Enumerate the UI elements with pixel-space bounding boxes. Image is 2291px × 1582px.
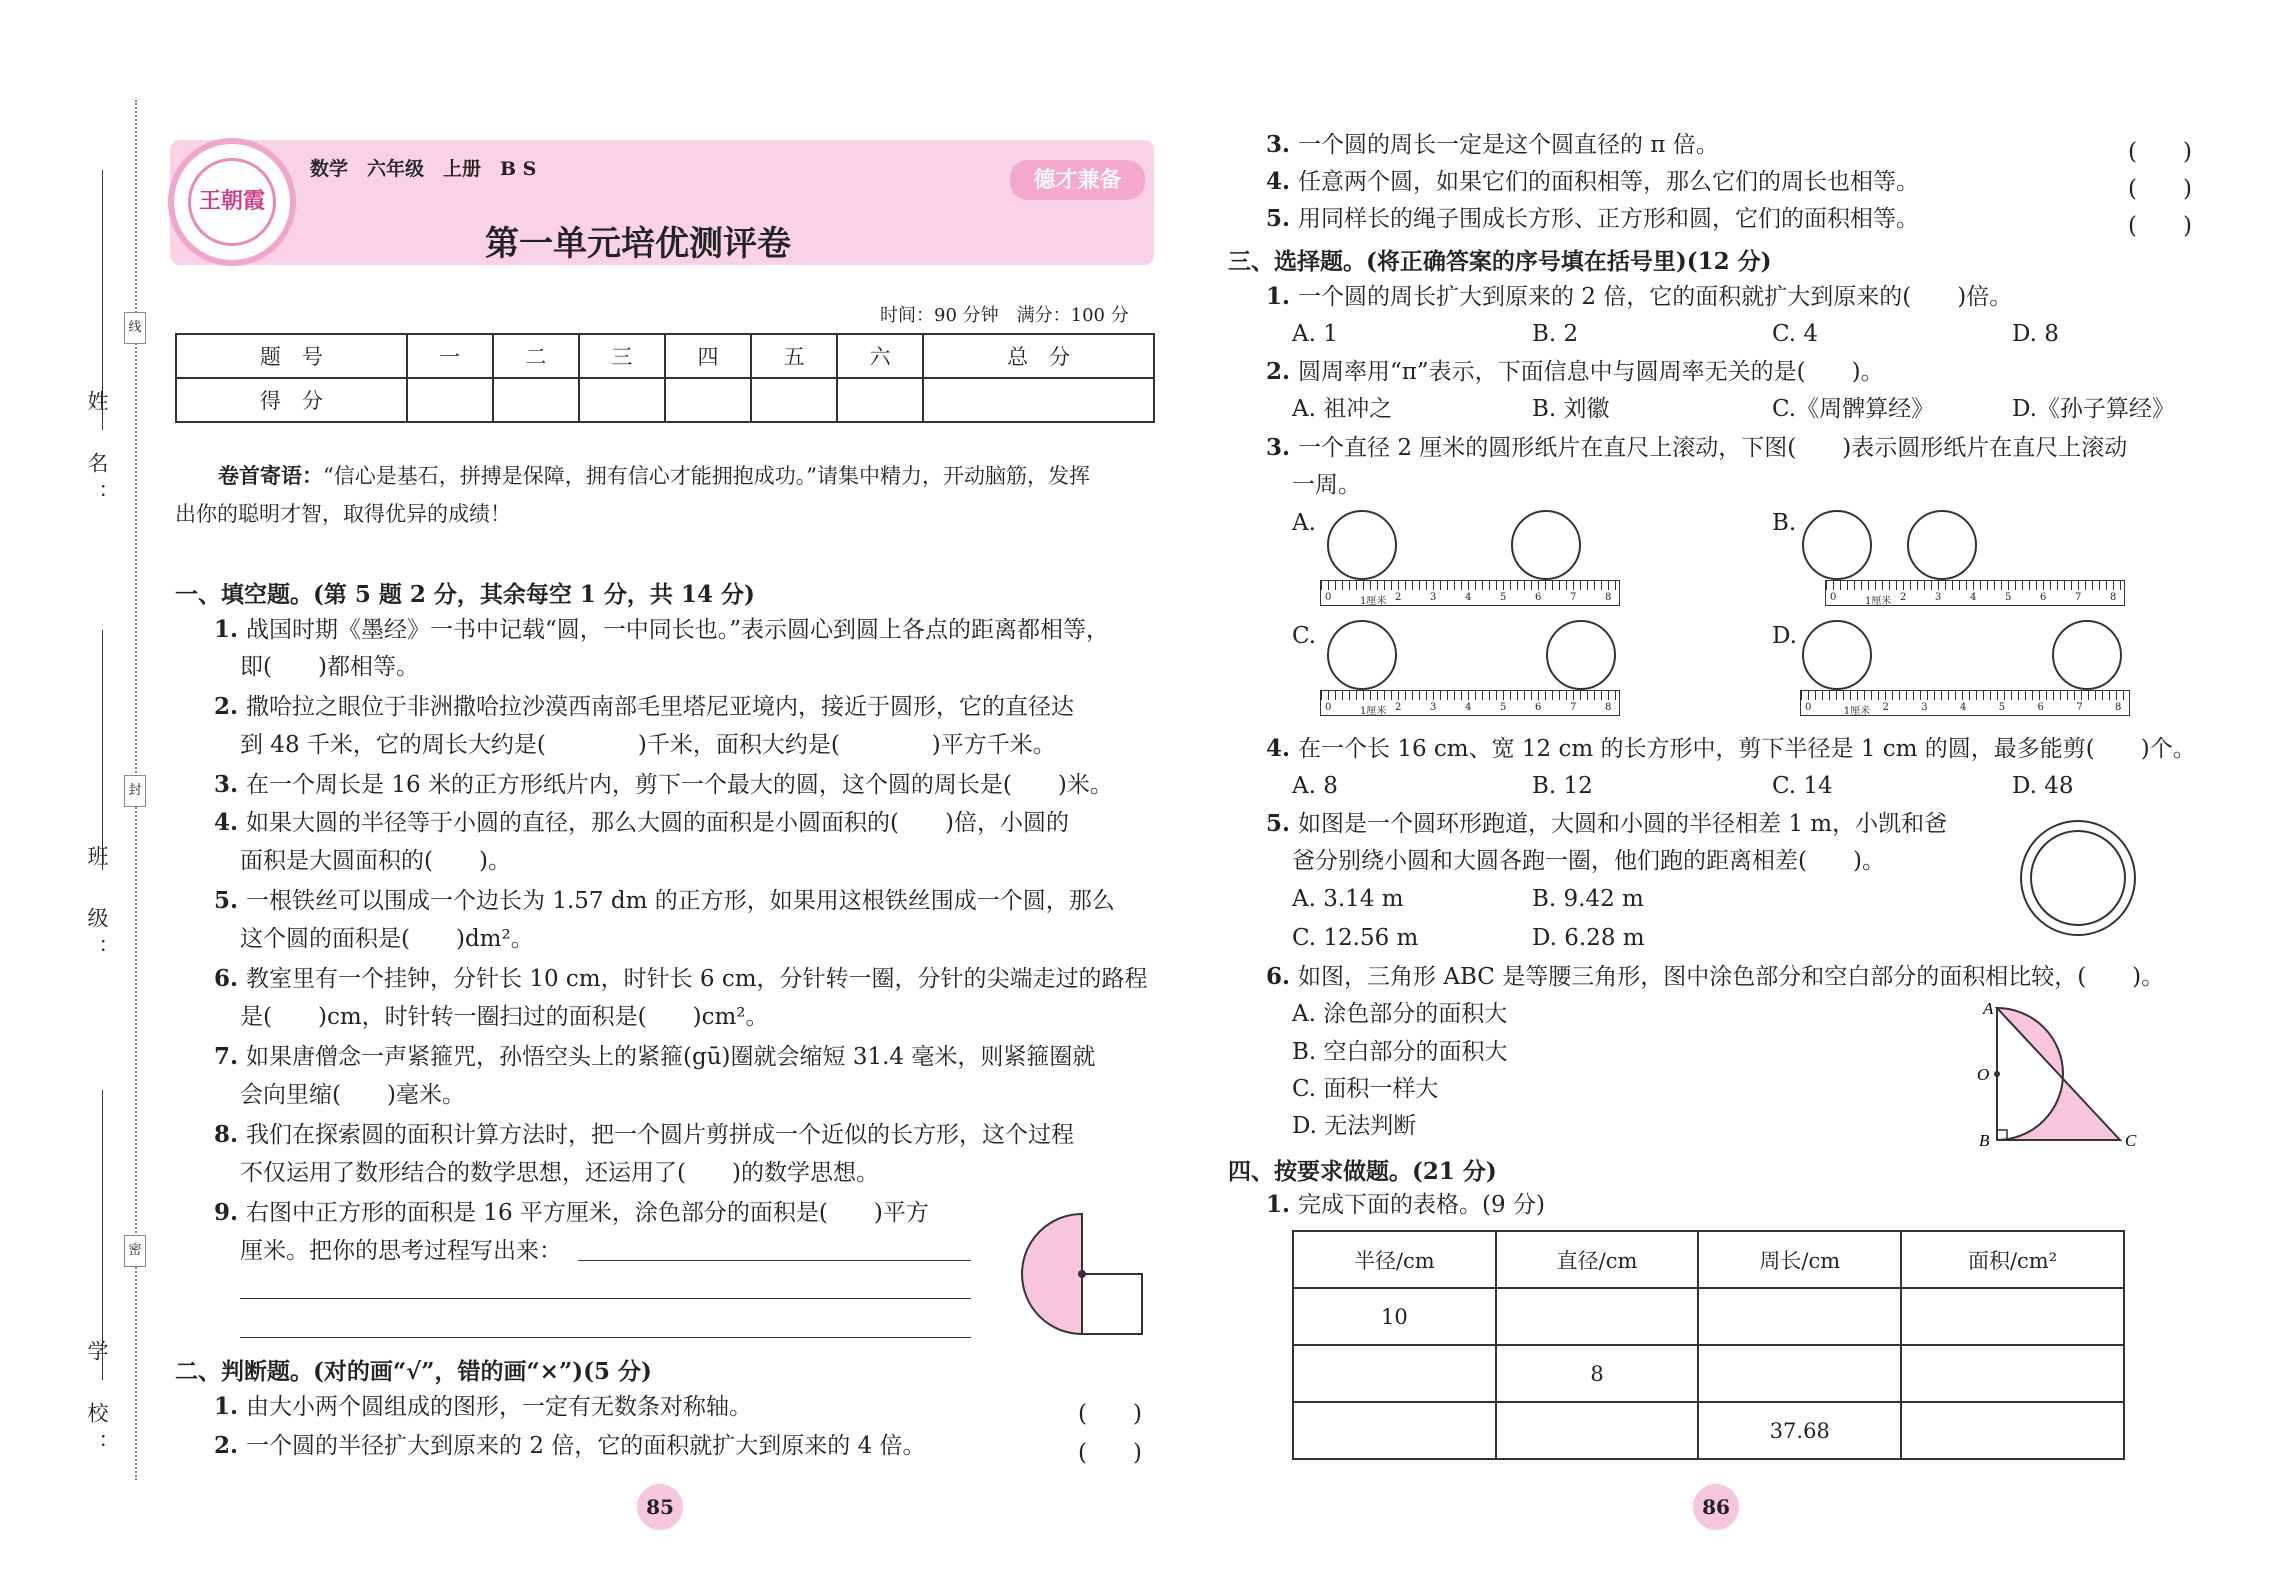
page-title: 第一单元培优测评卷 bbox=[485, 224, 791, 264]
ruler-tick-label: 7 bbox=[1570, 592, 1577, 603]
ruler bbox=[1800, 690, 2130, 716]
q3-3a: 一个直径 2 厘米的圆形纸片在直尺上滚动，下图( )表示圆形纸片在直尺上滚动 bbox=[1298, 435, 2128, 461]
table-cell[interactable] bbox=[1496, 1288, 1699, 1345]
section3-title: 三、选择题。(将正确答案的序号填在括号里)(12 分) bbox=[1228, 248, 1772, 275]
ruler-tick-label: 2 bbox=[1882, 702, 1889, 713]
q1-3: 在一个周长是 16 米的正方形纸片内，剪下一个最大的圆，这个圆的周长是( )米。 bbox=[246, 772, 1113, 798]
score-cell[interactable] bbox=[665, 378, 751, 422]
q1-6b: 是( )cm，时针转一圈扫过的面积是( )cm²。 bbox=[240, 1004, 769, 1030]
label-o: O bbox=[1977, 1065, 1990, 1084]
table-cell[interactable] bbox=[1698, 1288, 1901, 1345]
table-cell: 8 bbox=[1496, 1345, 1699, 1402]
score-header-cell: 六 bbox=[837, 334, 923, 378]
q3-5-opt: A. 3.14 m bbox=[1292, 886, 1404, 912]
q3-3b: 一周。 bbox=[1292, 472, 1361, 498]
q2-4: 任意两个圆，如果它们的面积相等，那么它们的周长也相等。 bbox=[1298, 169, 1920, 195]
name-label: 姓 名： bbox=[85, 390, 109, 514]
circle-start bbox=[1802, 620, 1872, 690]
circle-end bbox=[1511, 510, 1581, 580]
intro-text: “信心是基石，拼搏是保障，拥有信心才能拥抱成功。”请集中精力，开动脑筋，发挥 bbox=[323, 464, 1090, 488]
ruler-tick-label: 7 bbox=[2076, 702, 2083, 713]
page-number-right: 86 bbox=[1693, 1484, 1739, 1530]
q3-4-opt: D. 48 bbox=[2012, 773, 2074, 799]
ruler-tick-label: 6 bbox=[2040, 592, 2047, 603]
score-header-cell: 四 bbox=[665, 334, 751, 378]
table-cell[interactable] bbox=[1901, 1288, 2124, 1345]
time-info: 时间：90 分钟 满分：100 分 bbox=[880, 305, 1129, 326]
answer-paren[interactable]: ( ) bbox=[1078, 1401, 1142, 1427]
q1-2b: 到 48 千米，它的周长大约是( )千米，面积大约是( )平方千米。 bbox=[240, 732, 1056, 758]
answer-line[interactable] bbox=[240, 1337, 971, 1338]
ruler-tick-label: 1厘米 bbox=[1843, 706, 1871, 717]
q3-5-opt: B. 9.42 m bbox=[1532, 886, 1644, 912]
table-cell[interactable] bbox=[1496, 1402, 1699, 1459]
ruler-tick-label: 6 bbox=[2037, 702, 2044, 713]
intro-line1 bbox=[218, 465, 1090, 487]
ruler-tick-label: 3 bbox=[1935, 592, 1942, 603]
ruler-tick-label: 3 bbox=[1430, 702, 1437, 713]
circle-end bbox=[1907, 510, 1977, 580]
ruler-tick-label: 8 bbox=[1605, 702, 1612, 713]
ruler-tick-label: 1厘米 bbox=[1865, 596, 1892, 607]
answer-paren[interactable]: ( ) bbox=[2128, 139, 2192, 165]
q3-5-opt: D. 6.28 m bbox=[1532, 925, 1645, 951]
q2-2: 一个圆的半径扩大到原来的 2 倍，它的面积就扩大到原来的 4 倍。 bbox=[246, 1433, 926, 1459]
score-cell[interactable] bbox=[751, 378, 837, 422]
answer-paren[interactable]: ( ) bbox=[2128, 213, 2192, 239]
col-header: 半径/cm bbox=[1293, 1231, 1496, 1288]
q2-3: 一个圆的周长一定是这个圆直径的 π 倍。 bbox=[1298, 132, 1719, 158]
q3-4-opt: B. 12 bbox=[1532, 773, 1593, 799]
score-cell[interactable] bbox=[923, 378, 1154, 422]
q3-2-opt: D.《孙子算经》 bbox=[2012, 396, 2175, 422]
q1-7b: 会向里缩( )毫米。 bbox=[240, 1082, 465, 1108]
badge: 德才兼备 bbox=[1010, 160, 1145, 200]
ruler-tick-label: 5 bbox=[1500, 702, 1507, 713]
circle-table bbox=[1292, 1230, 2125, 1460]
label-b: B bbox=[1979, 1131, 1990, 1150]
score-cell[interactable] bbox=[837, 378, 923, 422]
q3-1-opt: A. 1 bbox=[1292, 321, 1338, 347]
score-header-cell: 三 bbox=[579, 334, 665, 378]
section4-title: 四、按要求做题。(21 分) bbox=[1228, 1158, 1497, 1185]
q3-6-opt: A. 涂色部分的面积大 bbox=[1292, 1001, 1508, 1027]
q1-1b: 即( )都相等。 bbox=[240, 654, 419, 680]
q3-6-opt: D. 无法判断 bbox=[1292, 1113, 1417, 1139]
q1-8b: 不仅运用了数形结合的数学思想，还运用了( )的数学思想。 bbox=[240, 1160, 879, 1186]
score-header-cell: 题 号 bbox=[176, 334, 407, 378]
q1-8a: 我们在探索圆的面积计算方法时，把一个圆片剪拼成一个近似的长方形，这个过程 bbox=[246, 1122, 1075, 1148]
ruler-tick-label: 4 bbox=[1465, 592, 1472, 603]
q1-6a: 教室里有一个挂钟，分针长 10 cm，时针长 6 cm，分针转一圈，分针的尖端走过的路程 bbox=[246, 966, 1148, 992]
subject-line: 数学 六年级 上册 B S bbox=[310, 158, 537, 180]
q1-7a: 如果唐僧念一声紧箍咒，孙悟空头上的紧箍(gū)圈就会缩短 31.4 毫米，则紧箍圈就 bbox=[246, 1044, 1096, 1070]
circle-end bbox=[1546, 620, 1616, 690]
ruler-tick-label: 5 bbox=[1500, 592, 1507, 603]
circle-start bbox=[1802, 510, 1872, 580]
answer-paren[interactable]: ( ) bbox=[2128, 176, 2192, 202]
brand-logo bbox=[168, 138, 296, 266]
col-header: 周长/cm bbox=[1698, 1231, 1901, 1288]
ruler-tick-label: 8 bbox=[1605, 592, 1612, 603]
ruler bbox=[1825, 580, 2125, 606]
ruler-tick-label: 0 bbox=[1830, 592, 1837, 603]
section1-title: 一、填空题。(第 5 题 2 分，其余每空 1 分，共 14 分) bbox=[175, 581, 755, 608]
table-cell[interactable] bbox=[1293, 1402, 1496, 1459]
q3-4: 在一个长 16 cm、宽 12 cm 的长方形中，剪下半径是 1 cm 的圆，最多能剪( )个。 bbox=[1298, 736, 2196, 762]
score-table bbox=[175, 333, 1155, 423]
q3-6-opt: C. 面积一样大 bbox=[1292, 1076, 1439, 1102]
ruler-tick-label: 4 bbox=[1465, 702, 1472, 713]
ruler-tick-label: 2 bbox=[1900, 592, 1907, 603]
q1-2a: 撒哈拉之眼位于非洲撒哈拉沙漠西南部毛里塔尼亚境内，接近于圆形，它的直径达 bbox=[246, 694, 1075, 720]
ruler-tick-label: 5 bbox=[1998, 702, 2006, 713]
q1-1a: 战国时期《墨经》一书中记载“圆，一中同长也。”表示圆心到圆上各点的距离都相等， bbox=[246, 617, 1110, 643]
score-header-cell: 一 bbox=[407, 334, 493, 378]
col-header: 直径/cm bbox=[1496, 1231, 1699, 1288]
q3-6: 如图，三角形 ABC 是等腰三角形，图中涂色部分和空白部分的面积相比较，( )。 bbox=[1298, 964, 2165, 990]
ruler-tick-label: 1厘米 bbox=[1360, 706, 1387, 717]
class-line bbox=[102, 630, 103, 870]
ruler-tick-label: 8 bbox=[2110, 592, 2117, 603]
circle-end bbox=[2052, 620, 2122, 690]
ruler-tick-label: 8 bbox=[2115, 702, 2122, 713]
option-label-c: C. bbox=[1292, 623, 1317, 649]
circle-start bbox=[1327, 510, 1397, 580]
ruler bbox=[1320, 690, 1620, 716]
q3-4-opt: A. 8 bbox=[1292, 773, 1338, 799]
q2-5: 用同样长的绳子围成长方形、正方形和圆，它们的面积相等。 bbox=[1298, 206, 1920, 232]
q9-figure bbox=[1018, 1210, 1146, 1338]
answer-line[interactable] bbox=[240, 1298, 971, 1299]
q3-2-opt: C.《周髀算经》 bbox=[1772, 396, 1935, 422]
ruler-tick-label: 3 bbox=[1430, 592, 1437, 603]
ruler-tick-label: 5 bbox=[2005, 592, 2012, 603]
ruler-tick-label: 2 bbox=[1395, 702, 1402, 713]
q3-1: 一个圆的周长扩大到原来的 2 倍，它的面积就扩大到原来的( )倍。 bbox=[1298, 284, 2013, 310]
page-number-left: 85 bbox=[637, 1484, 683, 1530]
table-cell: 37.68 bbox=[1698, 1402, 1901, 1459]
score-cell[interactable] bbox=[579, 378, 665, 422]
ruler-tick-label: 4 bbox=[1970, 592, 1977, 603]
q1-4b: 面积是大圆面积的( )。 bbox=[240, 848, 511, 874]
q3-5a: 如图是一个圆环形跑道，大圆和小圆的半径相差 1 m，小凯和爸 bbox=[1298, 811, 1948, 837]
col-header: 面积/cm² bbox=[1901, 1231, 2124, 1288]
ruler-tick-label: 6 bbox=[1535, 592, 1542, 603]
table-cell[interactable] bbox=[1293, 1345, 1496, 1402]
table-cell[interactable] bbox=[1698, 1345, 1901, 1402]
intro-line2: 出你的聪明才智，取得优异的成绩！ bbox=[175, 502, 511, 526]
q3-2-opt: B. 刘徽 bbox=[1532, 396, 1610, 422]
answer-line[interactable] bbox=[578, 1260, 971, 1261]
ruler-tick-label: 4 bbox=[1960, 702, 1967, 713]
table-cell: 10 bbox=[1293, 1288, 1496, 1345]
ruler-tick-label: 1厘米 bbox=[1360, 596, 1387, 607]
ruler bbox=[1320, 580, 1620, 606]
ruler-tick-label: 0 bbox=[1805, 702, 1812, 713]
q3-5b: 爸分别绕小圆和大圆各跑一圈，他们跑的距离相差( )。 bbox=[1292, 848, 1885, 874]
q1-9a: 右图中正方形的面积是 16 平方厘米，涂色部分的面积是( )平方 bbox=[246, 1200, 929, 1226]
option-label-a: A. bbox=[1292, 510, 1316, 536]
triangle-figure bbox=[1975, 1000, 2150, 1150]
school-line bbox=[102, 1090, 103, 1380]
q2-1: 由大小两个圆组成的图形，一定有无数条对称轴。 bbox=[246, 1394, 753, 1420]
ruler-tick-label: 2 bbox=[1395, 592, 1402, 603]
q3-1-opt: D. 8 bbox=[2012, 321, 2059, 347]
score-label-cell: 得 分 bbox=[176, 378, 407, 422]
section2-title: 二、判断题。(对的画“√”，错的画“×”)(5 分) bbox=[175, 1358, 652, 1385]
ruler-tick-label: 0 bbox=[1325, 702, 1332, 713]
table-cell[interactable] bbox=[1901, 1345, 2124, 1402]
q3-4-opt: C. 14 bbox=[1772, 773, 1833, 799]
q1-4a: 如果大圆的半径等于小圆的直径，那么大圆的面积是小圆面积的( )倍，小圆的 bbox=[246, 810, 1069, 836]
ruler-tick-label: 3 bbox=[1921, 702, 1928, 713]
q3-1-opt: B. 2 bbox=[1532, 321, 1579, 347]
brand-name: 王朝霞 bbox=[198, 188, 265, 214]
q3-1-opt: C. 4 bbox=[1772, 321, 1819, 347]
q1-5a: 一根铁丝可以围成一个边长为 1.57 dm 的正方形，如果用这根铁丝围成一个圆，那么 bbox=[246, 888, 1115, 914]
q3-5-opt: C. 12.56 m bbox=[1292, 925, 1419, 951]
ruler-tick-label: 7 bbox=[1570, 702, 1577, 713]
tag-secret: 密 bbox=[124, 1235, 146, 1267]
q3-2-opt: A. 祖冲之 bbox=[1292, 396, 1393, 422]
score-header-cell: 总 分 bbox=[923, 334, 1154, 378]
score-cell[interactable] bbox=[493, 378, 579, 422]
q3-2: 圆周率用“π”表示，下面信息中与圆周率无关的是( )。 bbox=[1298, 359, 1884, 385]
tag-seal: 封 bbox=[124, 775, 146, 807]
ruler-tick-label: 0 bbox=[1325, 592, 1332, 603]
q1-5b: 这个圆的面积是( )dm²。 bbox=[240, 926, 534, 952]
option-label-d: D. bbox=[1772, 623, 1797, 649]
score-header-cell: 二 bbox=[493, 334, 579, 378]
track-inner-circle bbox=[2030, 830, 2126, 926]
label-a: A bbox=[1983, 1000, 1994, 1018]
option-label-b: B. bbox=[1772, 510, 1797, 536]
label-c: C bbox=[2125, 1131, 2137, 1150]
ruler-tick-label: 7 bbox=[2075, 592, 2082, 603]
answer-paren[interactable]: ( ) bbox=[1078, 1440, 1142, 1466]
ruler-tick-label: 6 bbox=[1535, 702, 1542, 713]
school-label: 学 校： bbox=[85, 1340, 109, 1464]
score-header-cell: 五 bbox=[751, 334, 837, 378]
intro-label: 卷首寄语： bbox=[218, 463, 323, 488]
class-label: 班 级： bbox=[85, 845, 109, 969]
table-cell[interactable] bbox=[1901, 1402, 2124, 1459]
q4-1: 完成下面的表格。(9 分) bbox=[1298, 1192, 1545, 1218]
q3-6-opt: B. 空白部分的面积大 bbox=[1292, 1039, 1508, 1065]
q1-9b: 厘米。把你的思考过程写出来： bbox=[240, 1238, 562, 1264]
tag-line: 线 bbox=[124, 312, 146, 344]
score-cell[interactable] bbox=[407, 378, 493, 422]
circle-start bbox=[1327, 620, 1397, 690]
